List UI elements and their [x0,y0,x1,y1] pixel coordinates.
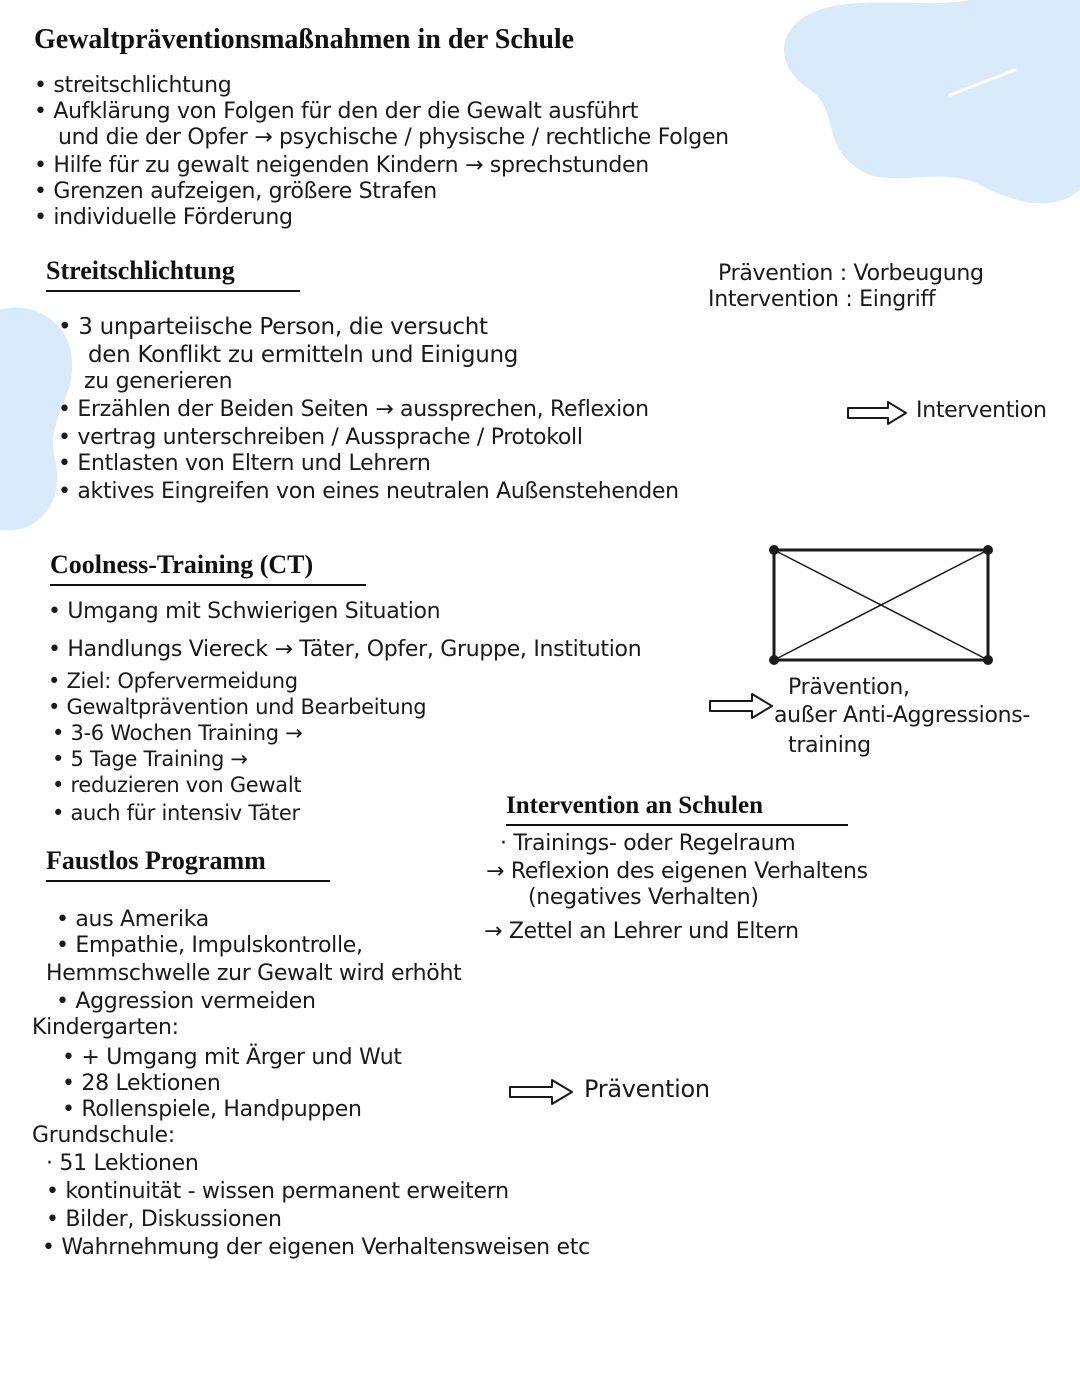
list-item: • Handlungs Viereck → Täter, Opfer, Gruppe, Institution [48,636,641,663]
list-item: • 5 Tage Training → [52,746,248,773]
list-item: • Umgang mit Schwierigen Situation [48,598,440,625]
section-heading-streitschlichtung: Streitschlichtung [46,256,300,292]
definition-praevention: Prävention : Vorbeugung [718,261,984,286]
list-item: • Gewaltprävention und Bearbeitung [48,694,426,721]
list-item: • Rollenspiele, Handpuppen [62,1097,362,1122]
coolness-result-line: außer Anti-Aggressions- [774,703,1031,728]
list-item: • kontinuität - wissen permanent erweitern [46,1179,509,1204]
list-item: • reduzieren von Gewalt [52,772,301,799]
faustlos-result: Prävention [584,1075,710,1103]
list-item: • vertrag unterschreiben / Aussprache / Protokoll [58,424,583,451]
list-item: • Aggression vermeiden [56,989,316,1014]
streitschlichtung-result: Intervention [916,398,1047,423]
list-item: • Empathie, Impulskontrolle, [56,933,363,958]
list-item: • Ziel: Opfervermeidung [48,668,298,695]
list-item: • aus Amerika [56,907,209,932]
list-item: · 51 Lektionen [46,1151,199,1176]
list-item: • Aufklärung von Folgen für den der die Gewalt ausführt [34,98,638,125]
definition-intervention: Intervention : Eingriff [708,287,936,312]
list-item: den Konflikt zu ermitteln und Einigung [88,342,519,368]
list-item: • streitschlichtung [34,72,231,99]
list-item: · Trainings- oder Regelraum [500,831,796,856]
list-item: → Zettel an Lehrer und Eltern [484,919,799,944]
list-item: • individuelle Förderung [34,204,293,231]
list-item: und die der Opfer → psychische / physische / rechtliche Folgen [58,125,729,150]
list-item: • 3 unparteiische Person, die versucht [58,314,488,341]
list-item: • Wahrnehmung der eigenen Verhaltensweisen etc [42,1235,590,1260]
list-item: Kindergarten: [32,1015,179,1040]
list-item: • 3-6 Wochen Training → [52,720,302,747]
list-item: • + Umgang mit Ärger und Wut [62,1045,402,1070]
coolness-result-line: training [788,733,871,758]
list-item: Grundschule: [32,1123,175,1148]
section-heading-faustlos: Faustlos Programm [46,846,330,882]
list-item: • 28 Lektionen [62,1071,221,1096]
section-heading-intervention-schulen: Intervention an Schulen [506,792,848,826]
double-arrow-icon [846,400,908,426]
list-item: → Reflexion des eigenen Verhaltens [486,859,868,884]
list-item: • Bilder, Diskussionen [46,1207,282,1232]
list-item: • Grenzen aufzeigen, größere Strafen [34,178,437,205]
decorative-blob-top-right [780,0,1080,210]
list-item: • aktives Eingreifen von eines neutralen Außenstehenden [58,478,679,505]
coolness-result-line: Prävention, [788,675,910,700]
list-item: • auch für intensiv Täter [52,800,300,827]
list-item: (negatives Verhalten) [528,885,759,910]
double-arrow-icon [508,1078,574,1106]
list-item: zu generieren [84,369,233,394]
list-item: • Hilfe für zu gewalt neigenden Kindern → sprechstunden [34,152,649,179]
list-item: Hemmschwelle zur Gewalt wird erhöht [46,961,462,986]
page-title: Gewaltpräventionsmaßnahmen in der Schule [34,24,575,55]
list-item: • Entlasten von Eltern und Lehrern [58,450,430,477]
list-item: • Erzählen der Beiden Seiten → aussprechen, Reflexion [58,396,649,423]
double-arrow-icon [708,692,774,720]
section-heading-coolness-training: Coolness-Training (CT) [50,550,366,586]
handlungs-viereck-diagram [768,544,998,668]
